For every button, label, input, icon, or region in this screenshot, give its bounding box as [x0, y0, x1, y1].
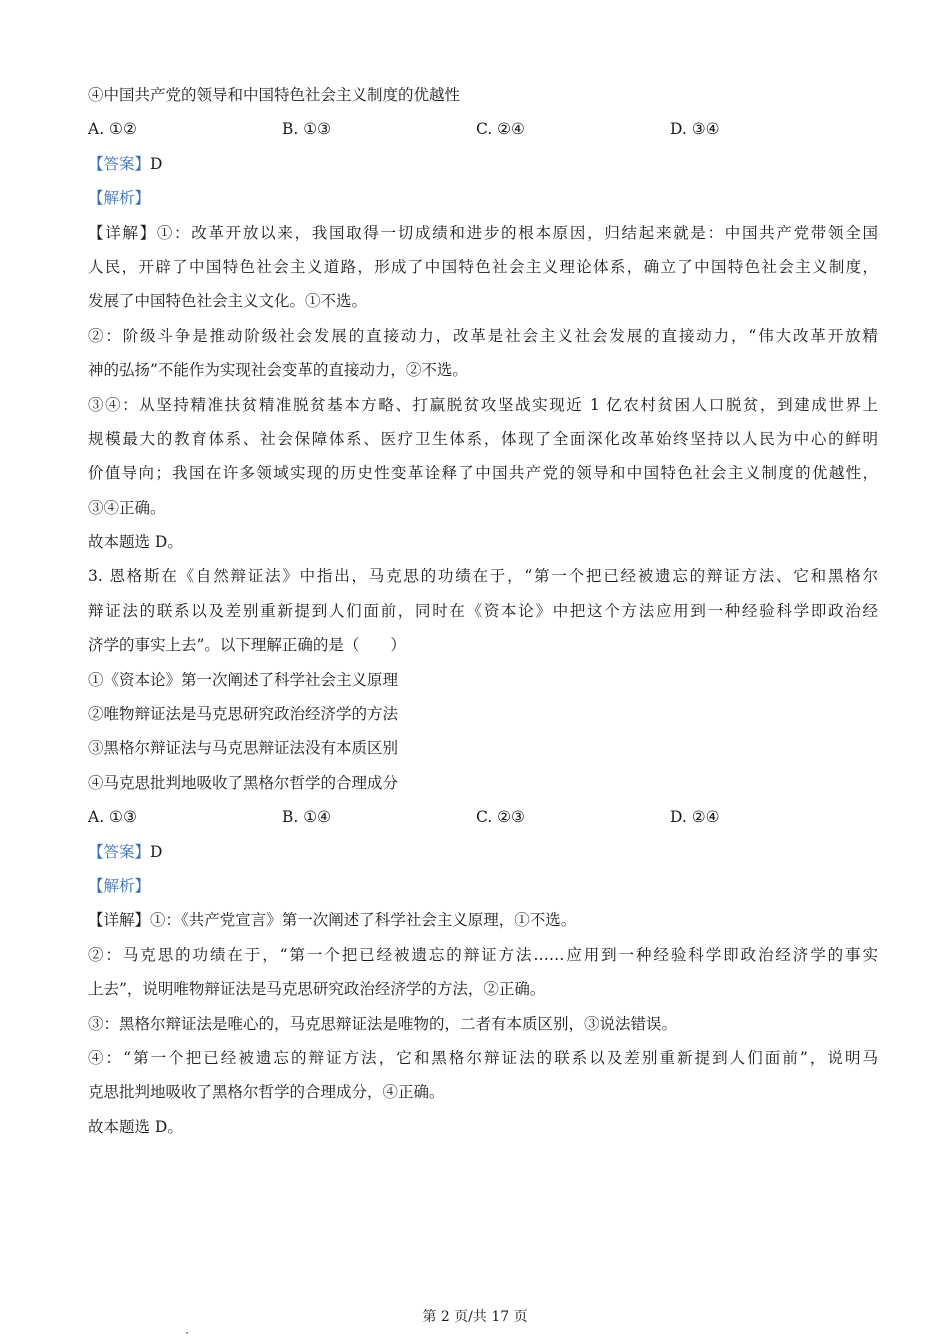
q3-option-3: ③黑格尔辩证法与马克思辩证法没有本质区别 [88, 739, 399, 758]
q2-detail-line: ②：阶级斗争是推动阶级社会发展的直接动力，改革是社会主义社会发展的直接动力，“伟大改革开放精 [88, 326, 878, 345]
q3-detail-line [88, 903, 878, 937]
q3-detail-text: ①：《共产党宣言》第一次阐述了科学社会主义原理，①不选。 [150, 911, 577, 930]
q2-analysis-tag: 【解析】 [88, 189, 151, 208]
q2-detail-line: ③④正确。 [88, 498, 166, 517]
q2-analysis-heading [88, 181, 878, 215]
q2-choices [88, 112, 878, 146]
q3-option-2: ②唯物辩证法是马克思研究政治经济学的方法 [88, 705, 399, 724]
q3-conclusion: 故本题选 D。 [88, 1117, 183, 1136]
q2-detail-line: 发展了中国特色社会主义文化。①不选。 [88, 292, 368, 311]
q3-detail-line: ④：“第一个把已经被遗忘的辩证方法，它和黑格尔辩证法的联系以及差别重新提到人们面前”，说明马 [88, 1048, 878, 1067]
q2-detail-line: 规模最大的教育体系、社会保障体系、医疗卫生体系，体现了全面深化改革始终坚持以人民为中心的鲜明 [88, 429, 878, 448]
q3-detail-tag: 【详解】 [88, 911, 151, 930]
q2-detail-line: 神的弘扬”不能作为实现社会变革的直接动力，②不选。 [88, 361, 468, 380]
q2-choice-d: D. ③④ [670, 120, 720, 139]
q3-analysis-tag: 【解析】 [88, 876, 151, 895]
q2-detail-line: 价值导向；我国在许多领域实现的历史性变革诠释了中国共产党的领导和中国特色社会主义制度的优越性， [88, 464, 878, 483]
page-mark [186, 1332, 188, 1334]
q2-answer-value: D [150, 154, 163, 173]
q3-choices [88, 800, 878, 834]
q2-detail-text: ①：改革开放以来，我国取得一切成绩和进步的根本原因，归结起来就是：中国共产党带领全国 [156, 223, 878, 242]
q3-choice-c: C. ②③ [476, 808, 525, 827]
q3-detail-line: 克思批判地吸收了黑格尔哲学的合理成分，④正确。 [88, 1083, 445, 1102]
q2-choice-b: B. ①③ [282, 120, 332, 139]
q3-stem-line: 济学的事实上去”。以下理解正确的是（ ） [88, 636, 406, 655]
q2-detail-tag: 【详解】 [88, 223, 157, 242]
q3-detail-line: 上去”，说明唯物辩证法是马克思研究政治经济学的方法，②正确。 [88, 980, 546, 999]
q2-answer-tag: 【答案】 [88, 154, 151, 173]
q3-stem-line: 3. 恩格斯在《自然辩证法》中指出，马克思的功绩在于，“第一个把已经被遗忘的辩证方法、它和黑格尔 [88, 567, 878, 586]
q3-analysis-heading [88, 869, 878, 903]
q3-choice-a: A. ①③ [88, 808, 137, 827]
q3-answer-value: D [150, 842, 163, 861]
q3-answer-tag: 【答案】 [88, 842, 151, 861]
q2-conclusion: 故本题选 D。 [88, 533, 183, 552]
q3-option-4: ④马克思批判地吸收了黑格尔哲学的合理成分 [88, 773, 399, 792]
q3-detail-line: ②：马克思的功绩在于，“第一个把已经被遗忘的辩证方法……应用到一种经验科学即政治经济学的事实 [88, 945, 878, 964]
q2-detail-line [88, 216, 878, 250]
q3-detail-line: ③：黑格尔辩证法是唯心的，马克思辩证法是唯物的，二者有本质区别，③说法错误。 [88, 1014, 678, 1033]
page-number-footer: 第 2 页/共 17 页 [422, 1309, 528, 1325]
q2-choice-c: C. ②④ [476, 120, 525, 139]
q3-choice-d: D. ②④ [670, 808, 720, 827]
q3-option-1: ①《资本论》第一次阐述了科学社会主义原理 [88, 670, 399, 689]
q2-option-4: ④中国共产党的领导和中国特色社会主义制度的优越性 [88, 86, 461, 104]
q3-choice-b: B. ①④ [282, 808, 332, 827]
q2-choice-a: A. ①② [88, 120, 137, 139]
q2-detail-line: ③④：从坚持精准扶贫精准脱贫基本方略、打赢脱贫攻坚战实现近 1 亿农村贫困人口脱贫，到建成世界上 [88, 395, 878, 414]
q3-stem-line: 辩证法的联系以及差别重新提到人们面前，同时在《资本论》中把这个方法应用到一种经验科学即政治经 [88, 601, 878, 620]
q2-detail-line: 人民，开辟了中国特色社会主义道路，形成了中国特色社会主义理论体系，确立了中国特色社会主义制度， [88, 257, 878, 276]
q3-answer [88, 835, 878, 869]
document-body [88, 78, 878, 1144]
q2-answer [88, 147, 878, 181]
